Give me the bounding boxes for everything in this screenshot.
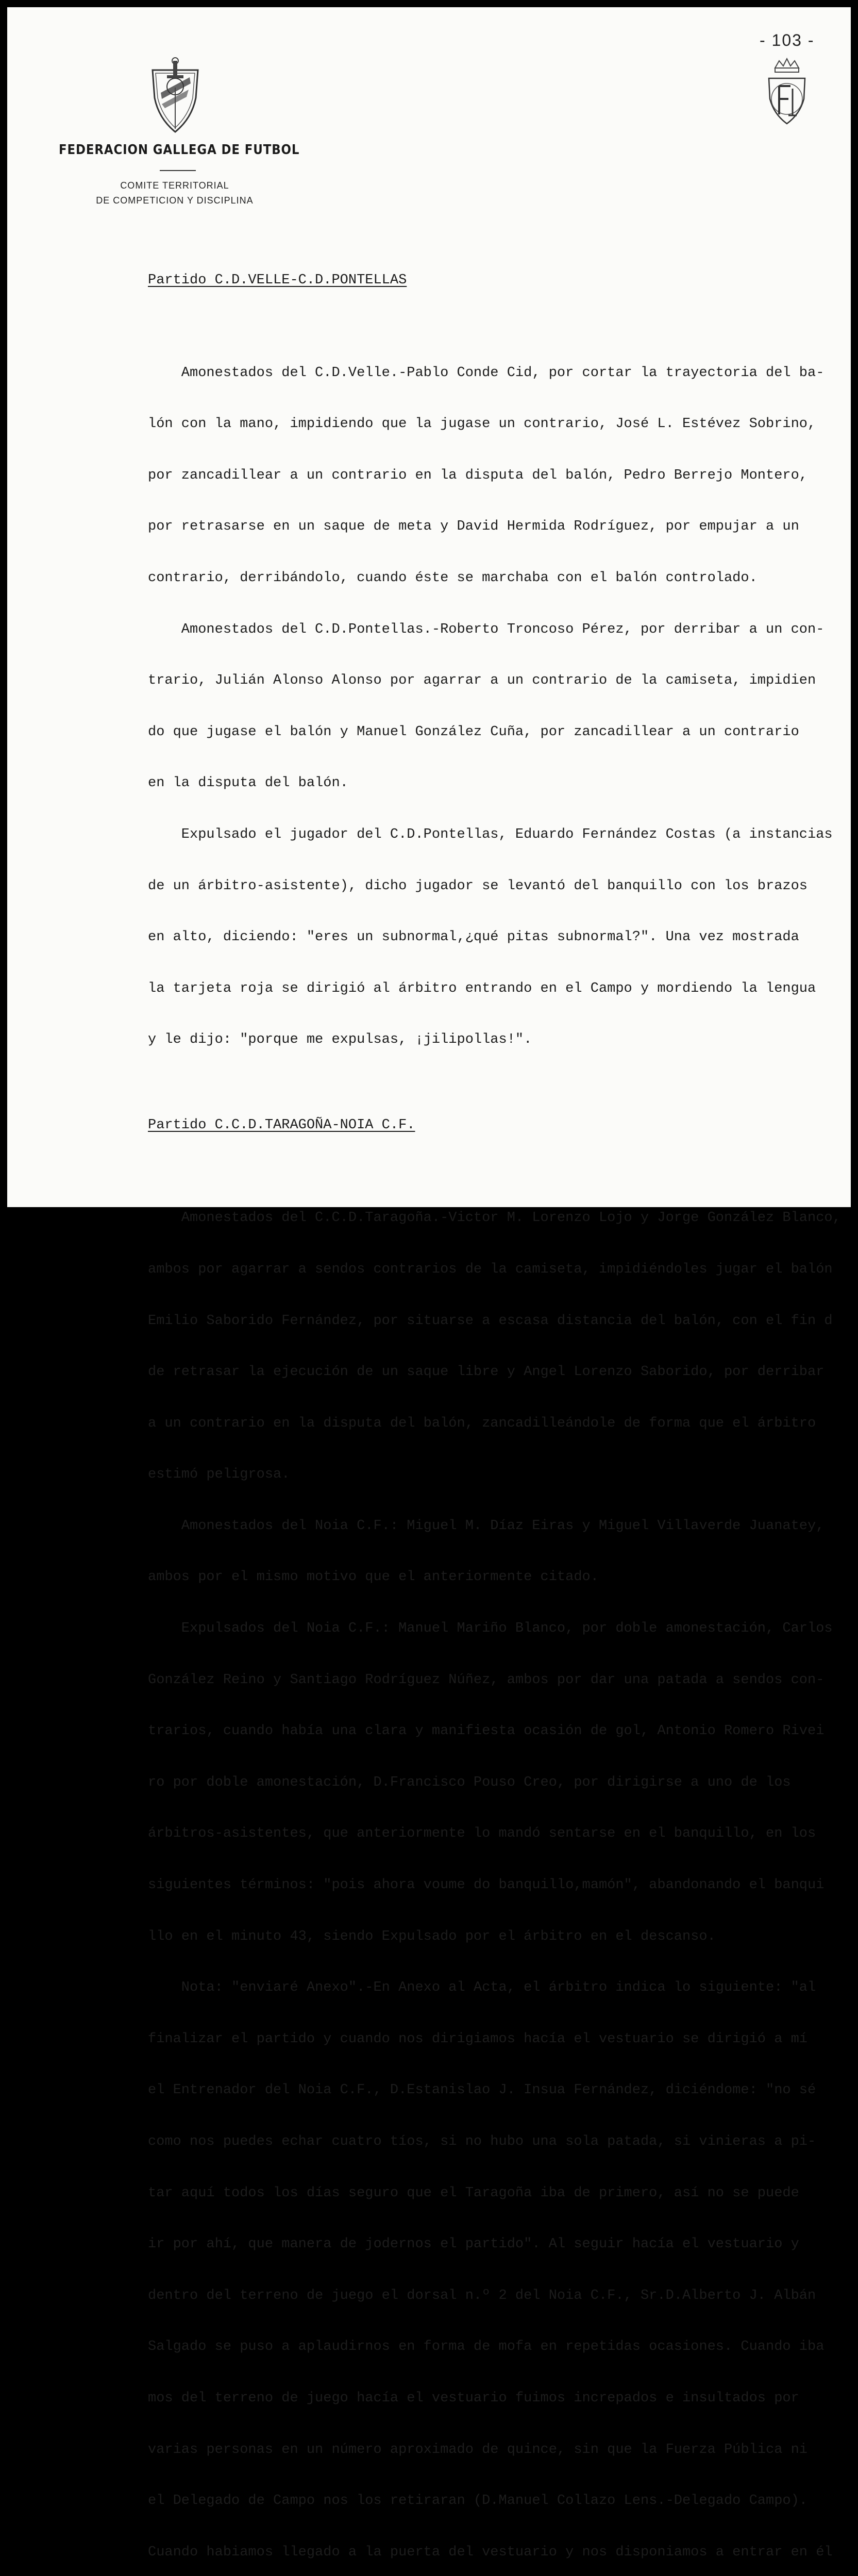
text-line: ambos por agarrar a sendos contrarios de la camiseta, impidiéndoles jugar el balón <box>148 1261 833 1277</box>
committee-line-1: COMITE TERRITORIAL <box>120 180 229 191</box>
document-page <box>7 7 851 2560</box>
text-line: de retrasar la ejecución de un saque libre y Angel Lorenzo Saborido, por derribar <box>148 1364 825 1380</box>
text-line: trario, Julián Alonso Alonso por agarrar a un contrario de la camiseta, impidien <box>148 673 816 689</box>
text-line: Expulsado el jugador del C.D.Pontellas, Eduardo Fernández Costas (a instancias <box>148 826 833 842</box>
text-line: Expulsados del Noia C.F.: Manuel Mariño Blanco, por doble amonestación, Carlos <box>148 1621 833 1637</box>
text-line: a un contrario en la disputa del balón, zancadilleándole de forma que el árbitro <box>148 1415 816 1431</box>
text-line: y le dijo: "porque me expulsas, ¡jilipollas!". <box>148 1032 532 1048</box>
royal-federation-crest-icon <box>764 58 810 126</box>
document-body <box>148 221 849 2576</box>
text-line: Amonestados del C.D.Velle.-Pablo Conde Cid, por cortar la trayectoria del ba- <box>148 365 825 381</box>
text-line: ir por ahí, que manera de jodernos el partido". Al seguir hacía el vestuario y <box>148 2236 799 2252</box>
text-line: Amonestados del C.D.Pontellas.-Roberto Troncoso Pérez, por derribar a un con- <box>148 621 825 637</box>
text-line: en alto, diciendo: "eres un subnormal,¿qué pitas subnormal?". Una vez mostrada <box>148 929 799 945</box>
text-line: contrario, derribándolo, cuando éste se marchaba con el balón controlado. <box>148 570 758 586</box>
organization-name: FEDERACION GALLEGA DE FUTBOL <box>59 142 300 158</box>
text-line: finalizar el partido y cuando nos dirigiamos hacía el vestuario se dirigió a mí <box>148 2031 808 2047</box>
text-line: la tarjeta roja se dirigió al árbitro entrando en el Campo y mordiendo la lengua <box>148 980 816 996</box>
text-line: Cuando habiamos llegado a la puerta del vestuario y nos disponiamos a entrar en él <box>148 2544 833 2560</box>
committee-line-2: DE COMPETICION Y DISCIPLINA <box>96 195 254 206</box>
text-line: árbitros-asistentes, que anteriormente lo mandó sentarse en el banquillo, en los <box>148 1826 816 1842</box>
text-line: Salgado se puso a aplaudirnos en forma de mofa en repetidas ocasiones. Cuando iba <box>148 2339 825 2355</box>
text-line: el Delegado de Campo nos los retiraran (D.Manuel Collazo Lens.-Delegado Campo). <box>148 2493 808 2509</box>
text-line: varias personas en un número aproximado de quince, sin que la Fuerza Pública ni <box>148 2442 808 2458</box>
text-line: tar aquí todos los días seguro que el Taragoña iba de primero, así no se puede <box>148 2185 799 2201</box>
match-heading-taragona-noia: Partido C.C.D.TARAGOÑA-NOIA C.F. <box>148 1117 415 1133</box>
text-line: Nota: "enviaré Anexo".-En Anexo al Acta, el árbitro indica lo siguiente: "al <box>148 1980 816 1996</box>
text-line: Emilio Saborido Fernández, por situarse a escasa distancia del balón, con el fin d <box>148 1313 833 1329</box>
federation-crest-icon <box>150 57 200 134</box>
text-line: estimó peligrosa. <box>148 1467 290 1483</box>
header-divider <box>160 170 196 171</box>
text-line: do que jugase el balón y Manuel González Cuña, por zancadillear a un contrario <box>148 724 799 740</box>
text-line: por zancadillear a un contrario en la disputa del balón, Pedro Berrejo Montero, <box>148 467 808 483</box>
page-number: - 103 - <box>760 31 815 49</box>
section-heading <box>148 1117 849 1134</box>
text-line: mos del terreno de juego hacía el vestuario fuimos increpados e insultados por <box>148 2390 799 2406</box>
text-line: ro por doble amonestación, D.Francisco Pouso Creo, por dirigirse a uno de los <box>148 1774 791 1790</box>
text-line: en la disputa del balón. <box>148 775 348 791</box>
text-line: trarios, cuando había una clara y manifiesta ocasión de gol, Antonio Romero Rivei <box>148 1723 825 1739</box>
text-line: siguientes términos: "pois ahora voume do banquillo,mamón", abandonando el banqui <box>148 1877 825 1893</box>
match-heading-velle-pontellas: Partido C.D.VELLE-C.D.PONTELLAS <box>148 272 407 288</box>
text-line: de un árbitro-asistente), dicho jugador se levantó del banquillo con los brazos <box>148 878 808 894</box>
text-line: el Entrenador del Noia C.F., D.Estanislao J. Insua Fernández, diciéndome: "no sé <box>148 2082 816 2098</box>
text-line: dentro del terreno de juego el dorsal n.º 2 del Noia C.F., Sr.D.Alberto J. Albán <box>148 2287 816 2303</box>
text-line: como nos puedes echar cuatro tíos, si no hubo una sola patada, si vinieras a pi- <box>148 2134 816 2150</box>
text-line: lón con la mano, impidiendo que la jugase un contrario, José L. Estévez Sobrino, <box>148 416 816 432</box>
text-line: llo en el minuto 43, siendo Expulsado por el árbitro en el descanso. <box>148 1928 716 1944</box>
committee-name <box>74 178 275 208</box>
text-line: González Reino y Santiago Rodríguez Núñez, ambos por dar una patada a sendos con- <box>148 1672 825 1688</box>
text-line: Amonestados del Noia C.F.: Miguel M. Díaz Eiras y Miguel Villaverde Juanatey, <box>148 1518 825 1534</box>
text-line: por retrasarse en un saque de meta y David Hermida Rodríguez, por empujar a un <box>148 519 799 535</box>
text-line: ambos por el mismo motivo que el anteriormente citado. <box>148 1569 599 1585</box>
text-line: Amonestados del C.C.D.Taragoña.-Victor M. Lorenzo Lojo y Jorge González Blanco, <box>148 1210 841 1226</box>
section-heading <box>148 272 849 289</box>
